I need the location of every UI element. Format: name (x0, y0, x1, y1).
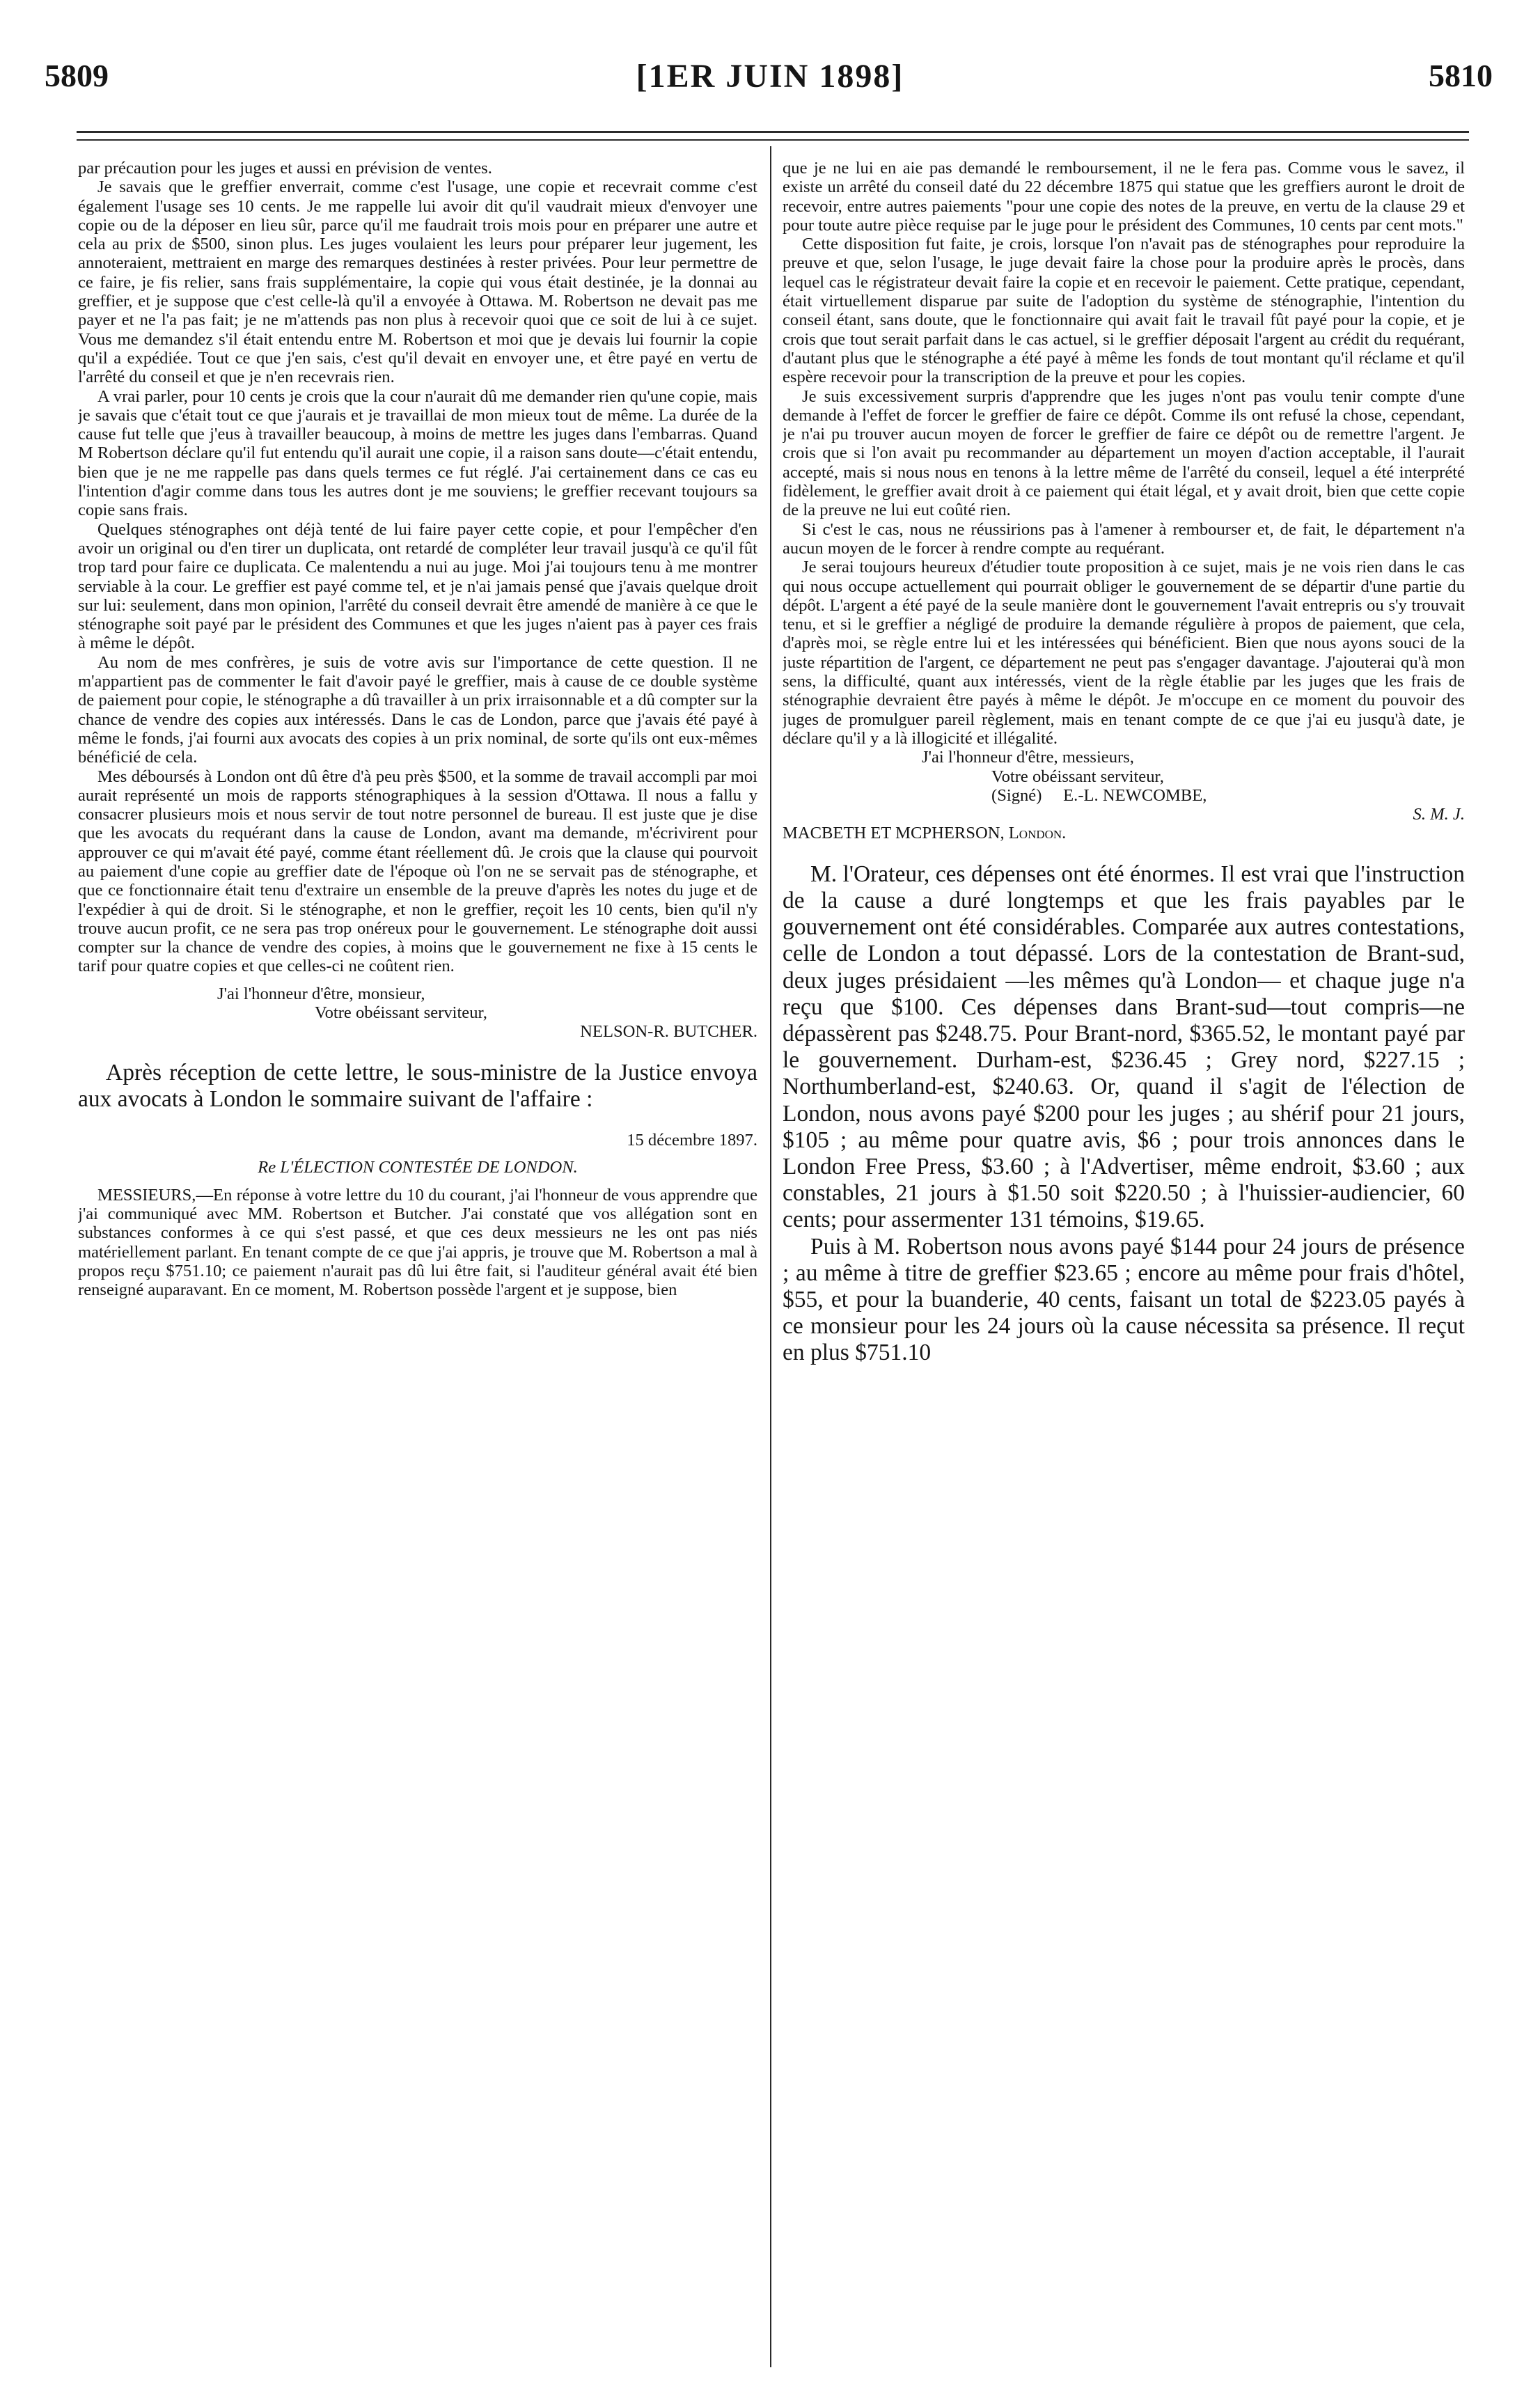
paragraph: Quelques sténographes ont déjà tenté de lui faire payer cette copie, et pour l'empêcher d'en avoir un original ou d'en tirer un duplicata, ont retardé de compléter leur travail jusqu'à ce qu'il fût trop tard pour faire ce duplicata. Ce malentendu a nui au juge. Moi j'ai toujours tenu à me montrer serviable à la cour. Le greffier est payé comme tel, et je n'ai jamais pensé que j'avais quelque droit sur lui: seulement, dans mon opinion, l'arrêté du conseil devrait être amendé de manière à ce que le sténographe soit payé par le président des Communes et que les juges n'aient pas à payer ces frais à même le dépôt. (78, 519, 757, 653)
column-divider (770, 146, 771, 2367)
paragraph: A vrai parler, pour 10 cents je crois que la cour n'aurait dû me demander rien qu'une copie, mais je savais que c'était tout ce que j'aurais et je travaillai de mon mieux tout de même. La durée de la cause fut telle que j'eus à travailler beaucoup, à moins de mettre les juges dans l'embarras. Quand M Robertson déclare qu'il fut entendu qu'il aurait une copie, il a raison sans doute—c'était entendu, bien que je ne me rappelle pas dans quels termes ce fut réglé. J'ai certainement dans ce cas eu l'intention d'agir comme dans tous les autres dont je me souviens; le greffier recevant toujours sa copie sans frais. (78, 386, 757, 520)
newcombe-letter (78, 1131, 757, 1299)
right-column (783, 159, 1465, 2387)
page-header (0, 57, 1540, 106)
page-number-left: 5809 (45, 58, 109, 93)
letter-addressee: MACBETH ET MCPHERSON, London. (783, 824, 1067, 843)
header-rule-top (77, 131, 1469, 133)
paragraph: Après réception de cette lettre, le sous-ministre de la Justice envoya aux avocats à London le sommaire suivant de l'affaire : (78, 1059, 757, 1112)
paragraph: Mes déboursés à London ont dû être d'à peu près $500, et la somme de travail accompli par moi aurait représenté un mois de rapports sténographiques à la session d'Ottawa. Il nous a fallu y consacrer plusieurs mois et nous servir de tout notre personnel de bureau. Il est juste que je dise que les avocats du requérant dans la cause de London, avant ma demande, m'écrivirent pour approuver ce qui m'avait été payé, comme étant réellement dû. Je crois que la clause qui pourvoit au paiement d'une copie au greffier date de l'époque où l'on ne se servait pas de sténographe, et que ce fonctionnaire était tenu d'extraire un ensemble de la preuve d'après les notes du juge et de l'expédier à qui de droit. Si le sténographe, et non le greffier, reçoit les 10 cents, bien qu'il n'y trouve aucun profit, ce ne sera pas trop onéreux pour le gouvernement. Le sténographe doit aussi compter sur la chance de vendre des copies, à moins que le gouvernement ne fixe à 15 cents le tarif pour quatre copies et que celles-ci ne coûtent rien. (78, 767, 757, 976)
signature-newcombe: (Signé) E.-L. NEWCOMBE, (991, 785, 1207, 805)
left-column (78, 159, 757, 2387)
closing-servant: Votre obéissant serviteur, (991, 767, 1164, 786)
signature-butcher: NELSON-R. BUTCHER. (580, 1022, 757, 1042)
butcher-letter-body (78, 159, 757, 1042)
paragraph: Si c'est le cas, nous ne réussirions pas à l'amener à rembourser et, de fait, le département n'a aucun moyen de le forcer à rendre compte au requérant. (783, 519, 1465, 558)
letter-subject: Re L'ÉLECTION CONTESTÉE DE LONDON. (258, 1158, 578, 1177)
signature-title: S. M. J. (1413, 805, 1465, 824)
page-number-right: 5810 (1429, 58, 1493, 93)
paragraph: que je ne lui en aie pas demandé le remboursement, il ne le fera pas. Comme vous le savez, il existe un arrêté du conseil daté du 22 décembre 1875 qui statue que les greffiers auront le droit de recevoir, entre autres paiements "pour une copie des notes de la preuve, en vertu de la clause 29 et pour toute autre pièce requise par le juge pour le président des Communes, 10 cents par cent mots." (783, 159, 1465, 235)
closing-salutation: J'ai l'honneur d'être, messieurs, (922, 748, 1134, 767)
paragraph: Je serai toujours heureux d'étudier toute proposition à ce sujet, mais je ne vois rien dans le cas qui nous occupe actuellement qui pourrait obliger le gouvernement de se départir d'une partie du dépôt. L'argent a été payé de la seule manière dont le gouvernement l'avait entrepris ou s'y trouvait tenu, et si le greffier a négligé de produire la demande régulière à propos de paiement, que cela, d'après moi, se règle entre lui et les intéressées qui bénéficient. Bien que nous ayons souci de la juste répartition de l'argent, ce département ne peut pas s'engager davantage. J'ajouterai qu'à mon sens, la difficulté, quant aux intéressés, vient de la règle établie par les juges que les frais de sténographie devraient être payés à même le dépôt. Je m'occupe en ce moment du pouvoir des juges de promulguer pareil règlement, mais en tenant compte de ce que j'ai eu jusqu'à date, je déclare qu'il y a là illogicité et illégalité. (783, 558, 1465, 748)
page-date: [1ER JUIN 1898] (636, 58, 904, 95)
newcombe-letter-continued (783, 159, 1465, 843)
paragraph: M. l'Orateur, ces dépenses ont été énormes. Il est vrai que l'instruction de la cause a duré longtemps et que les frais payables par le gouvernement ont été considérables. Comparée aux autres contestations, celle de London a tout dépassé. Lors de la contestation de Brant-sud, deux juges présidaient —les mêmes qu'à London— et chaque juge n'a reçu que $100. Ces dépenses dans Brant-sud—tout compris—ne dépassèrent pas $248.75. Pour Brant-nord, $365.52, le montant payé par le gouvernement. Durham-est, $236.45 ; Grey nord, $227.15 ; Northumberland-est, $240.63. Or, quand il s'agit de l'élection de London, nous avons payé $200 pour les juges ; au shérif pour 21 jours, $105 ; au même pour quatre avis, $6 ; pour trois annonces dans le London Free Press, $3.60 ; à l'Advertiser, même endroit, $3.60 ; aux constables, 21 jours à $1.50 soit $220.50 ; à l'huissier-audiencier, 60 cents; pour assermenter 131 témoins, $19.65. (783, 861, 1465, 1233)
paragraph: MESSIEURS,—En réponse à votre lettre du 10 du courant, j'ai l'honneur de vous apprendre que j'ai communiqué avec MM. Robertson et Butcher. J'ai constaté que vos allégation sont en substances conformes à ce qui s'est passé, et que ces deux messieurs ne les ont pas niés matériellement parlant. En tenant compte de ce que j'ai appris, je trouve que M. Robertson a mal à propos reçu $751.10; ce paiement n'aurait pas dû lui être fait, si l'auditeur général avait été bien renseigné auparavant. En ce moment, M. Robertson possède l'argent et je suppose, bien (78, 1185, 757, 1300)
paragraph: Au nom de mes confrères, je suis de votre avis sur l'importance de cette question. Il ne m'appartient pas de commenter le fait d'avoir payé le greffier, mais à cause de ce double système de paiement pour copie, le sténographe a dû travailler à un prix irraisonnable et a dû compter sur la chance de vendre des copies aux intéressés. Dans le cas de London, parce que j'avais été payé à même le fonds, j'ai fourni aux avocats des copies à un prix nominal, de sorte qu'ils ont eux-mêmes bénéficié de cela. (78, 652, 757, 767)
paragraph: Je savais que le greffier enverrait, comme c'est l'usage, une copie et recevrait comme c'est également l'usage ses 10 cents. Je me rappelle lui avoir dit qu'il vaudrait mieux d'envoyer une copie ou de la déposer en lieu sûr, parce qu'il me faudrait trois mois pour en préparer une autre et cela au prix de $500, sinon plus. Les juges voulaient les leurs pour préparer leur jugement, les annoteraient, mettraient en marge des remarques destinées à rester privées. Pour leur permettre de ce faire, je fis relier, sans frais supplémentaire, la copie qui vous était destinée, je la donnai au greffier, et je suppose que c'est celle-là qu'il a envoyée à Ottawa. M. Robertson ne devait pas me payer et ne l'a pas fait; je ne m'attends pas non plus à recevoir quoi que ce soit de lui à ce sujet. Vous me demandez s'il était entendu entre M. Robertson et moi que je devais lui fournir la copie qu'il a expédiée. Tout ce que j'en sais, c'est qu'il devait en envoyer une, et être payé en vertu de l'arrêté du conseil et que je n'en recevrais rien. (78, 178, 757, 387)
header-rule-bottom (77, 139, 1469, 141)
paragraph: par précaution pour les juges et aussi en prévision de ventes. (78, 159, 492, 178)
closing-servant: Votre obéissant serviteur, (315, 1003, 487, 1023)
letter-date: 15 décembre 1897. (627, 1131, 757, 1150)
closing-salutation: J'ai l'honneur d'être, monsieur, (217, 984, 425, 1003)
speech-block (783, 861, 1465, 1367)
paragraph: Cette disposition fut faite, je crois, lorsque l'on n'avait pas de sténographes pour reproduire la preuve et que, selon l'usage, le juge devait faire la chose pour la produire après le procès, dans lequel cas le régistrateur devait faire la copie et en recevoir le paiement. Cette pratique, cependant, était virtuellement disparue par suite de l'adoption du système de sténographie, l'intention du conseil étant, sans doute, que le fonctionnaire qui avait fait le travail fût payé pour la copie, et je crois que tout serait parfait dans le cas actuel, si le greffier déposait l'argent au crédit du requérant, d'autant plus que le sténographe a été payé à même les fonds de tout montant qu'il réclame et qu'il espère recevoir pour la transcription de la preuve et pour les copies. (783, 235, 1465, 387)
narrative-block (78, 1060, 757, 1113)
paragraph: Je suis excessivement surpris d'apprendre que les juges n'ont pas voulu tenir compte d'une demande à l'effet de forcer le greffier de faire ce dépôt. Comme ils ont refusé la chose, cependant, je n'ai pu trouver aucun moyen de forcer le greffier de faire ce dépôt ou de remettre l'argent. Je crois que si l'on avait pu recommander au département un moyen d'action acceptable, il l'aurait accepté, mais si nous nous en tenons à la lettre même de l'arrêté du conseil, lequel a été interprété fidèlement, le greffier avait droit à ce paiement qui était légal, et y avait droit, bien que cette copie de la preuve ne lui eut coûté rien. (783, 386, 1465, 520)
paragraph: Puis à M. Robertson nous avons payé $144 pour 24 jours de présence ; au même à titre de greffier $23.65 ; encore au même pour frais d'hôtel, $55, et pour la buanderie, 40 cents, faisant un total de $223.05 payés à ce monsieur pour les 24 jours où la cause nécessita sa présence. Il reçut en plus $751.10 (783, 1233, 1465, 1366)
